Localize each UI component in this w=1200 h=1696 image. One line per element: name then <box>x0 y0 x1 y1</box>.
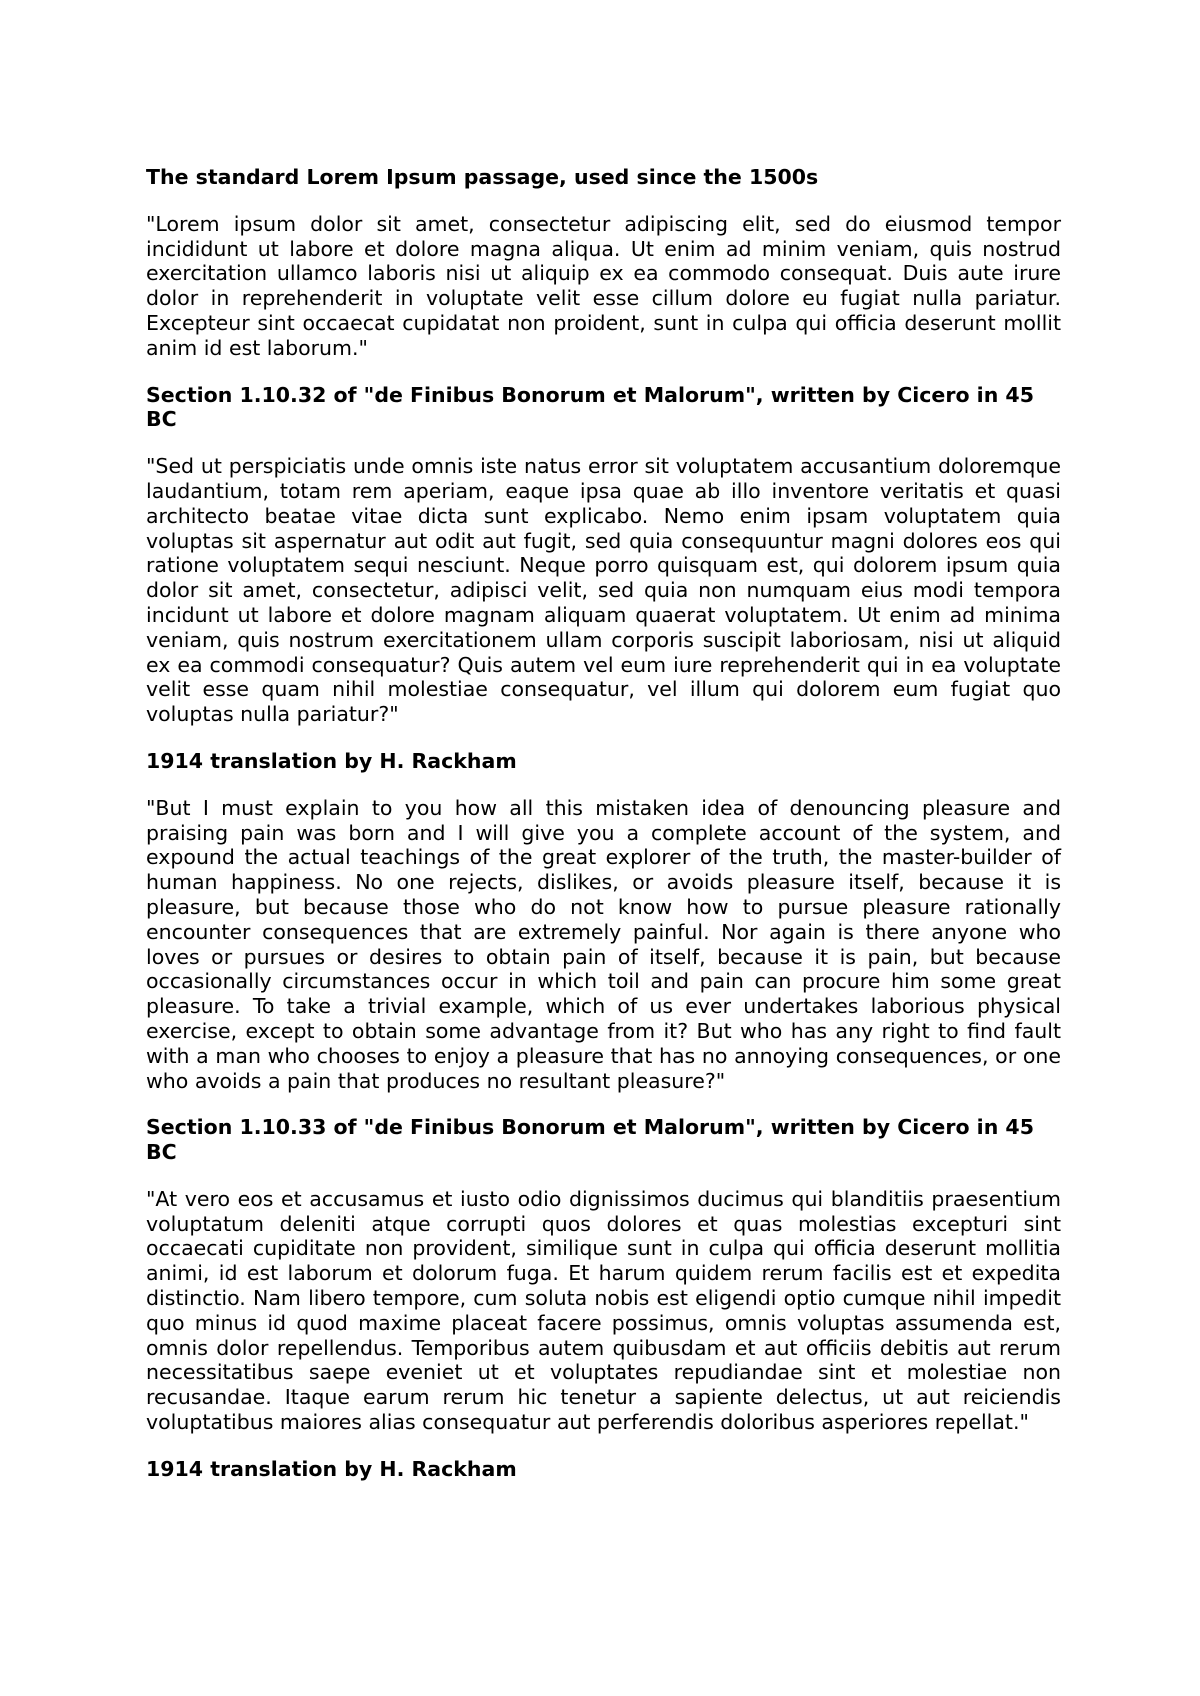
section-body-translation-1: "But I must explain to you how all this mistaken idea of denouncing pleasure and praising pain was born and I will give you a complete account of the system, and expound the actual teachings of the great explorer of the truth, the master-builder of human happiness. No one rejects, dislikes, or avoids pleasure itself, because it is pleasure, but because those who do not know how to pursue pleasure rationally encounter consequences that are extremely painful. Nor again is there anyone who loves or pursues or desires to obtain pain of itself, because it is pain, but because occasionally circumstances occur in which toil and pain can procure him some great pleasure. To take a trivial example, which of us ever undertakes laborious physical exercise, except to obtain some advantage from it? But who has any right to find fault with a man who chooses to enjoy a pleasure that has no annoying consequences, or one who avoids a pain that produces no resultant pleasure?" <box>146 795 1061 1093</box>
section-heading-translation-2: 1914 translation by H. Rackham <box>146 1456 517 1481</box>
section-heading-1-10-33: Section 1.10.33 of "de Finibus Bonorum et Malorum", written by Cicero in 45 BC <box>146 1115 1034 1165</box>
section-heading-standard-passage: The standard Lorem Ipsum passage, used since the 1500s <box>146 165 819 189</box>
section-body-standard-passage: "Lorem ipsum dolor sit amet, consectetur adipiscing elit, sed do eiusmod tempor incididunt ut labore et dolore magna aliqua. Ut enim ad minim veniam, quis nostrud exercitation ullamco laboris nisi ut aliquip ex ea commodo consequat. Duis aute irure dolor in reprehenderit in voluptate velit esse cillum dolore eu fugiat nulla pariatur. Excepteur sint occaecat cupidatat non proident, sunt in culpa qui officia deserunt mollit anim id est laborum." <box>146 211 1061 360</box>
section-body-1-10-33: "At vero eos et accusamus et iusto odio dignissimos ducimus qui blanditiis praesentium voluptatum deleniti atque corrupti quos dolores et quas molestias excepturi sint occaecati cupiditate non provident, similique sunt in culpa qui officia deserunt mollitia animi, id est laborum et dolorum fuga. Et harum quidem rerum facilis est et expedita distinctio. Nam libero tempore, cum soluta nobis est eligendi optio cumque nihil impedit quo minus id quod maxime placeat facere possimus, omnis voluptas assumenda est, omnis dolor repellendus. Temporibus autem quibusdam et aut officiis debitis aut rerum necessitatibus saepe eveniet ut et voluptates repudiandae sint et molestiae non recusandae. Itaque earum rerum hic tenetur a sapiente delectus, ut aut reiciendis voluptatibus maiores alias consequatur aut perferendis doloribus asperiores repellat." <box>146 1186 1061 1435</box>
section-heading-translation-1: 1914 translation by H. Rackham <box>146 748 517 773</box>
section-heading-1-10-32: Section 1.10.32 of "de Finibus Bonorum et Malorum", written by Cicero in 45 BC <box>146 382 1034 432</box>
section-body-1-10-32: "Sed ut perspiciatis unde omnis iste natus error sit voluptatem accusantium doloremque laudantium, totam rem aperiam, eaque ipsa quae ab illo inventore veritatis et quasi architecto beatae vitae dicta sunt explicabo. Nemo enim ipsam voluptatem quia voluptas sit aspernatur aut odit aut fugit, sed quia consequuntur magni dolores eos qui ratione voluptatem sequi nesciunt. Neque porro quisquam est, qui dolorem ipsum quia dolor sit amet, consectetur, adipisci velit, sed quia non numquam eius modi tempora incidunt ut labore et dolore magnam aliquam quaerat voluptatem. Ut enim ad minima veniam, quis nostrum exercitationem ullam corporis suscipit laboriosam, nisi ut aliquid ex ea commodi consequatur? Quis autem vel eum iure reprehenderit qui in ea voluptate velit esse quam nihil molestiae consequatur, vel illum qui dolorem eum fugiat quo voluptas nulla pariatur?" <box>146 454 1061 727</box>
document-page <box>146 165 1061 1504</box>
